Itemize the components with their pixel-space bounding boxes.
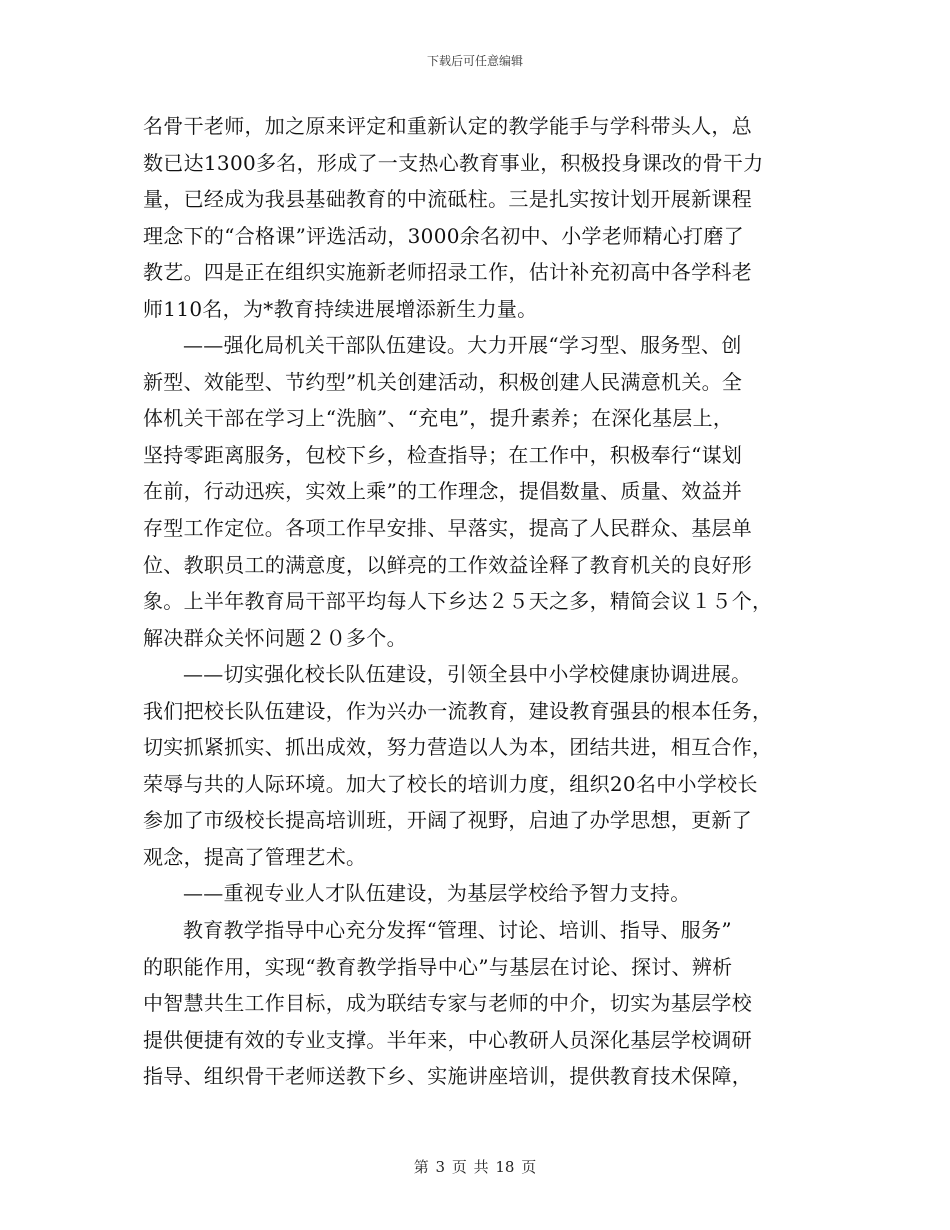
text-line: 师110名，为*教育持续进展增添新生力量。	[143, 296, 538, 321]
text-line: ——切实强化校长队伍建设，引领全县中小学校健康协调进展。	[183, 662, 752, 687]
text-line: 新型、效能型、节约型”机关创建活动，积极创建人民满意机关。全	[143, 369, 743, 394]
text-line: 在前，行动迅疾，实效上乘”的工作理念，提倡数量、质量、效益并	[143, 479, 743, 504]
text-line: 坚持零距离服务，包校下乡，检查指导；在工作中，积极奉行“谋划	[143, 442, 743, 467]
text-line: 参加了市级校长提高培训班，开阔了视野，启迪了办学思想，更新了	[143, 808, 752, 833]
text-line: 中智慧共生工作目标，成为联结专家与老师的中介，切实为基层学校	[143, 991, 752, 1016]
text-line: 教育教学指导中心充分发挥“管理、讨论、培训、指导、服务”	[183, 918, 732, 943]
text-line: 教艺。四是正在组织实施新老师招录工作，估计补充初高中各学科老	[143, 260, 752, 285]
text-line: 位、教职员工的满意度，以鲜亮的工作效益诠释了教育机关的良好形	[143, 552, 752, 577]
text-line: 的职能作用，实现“教育教学指导中心”与基层在讨论、探讨、辨析	[143, 954, 733, 979]
text-line: 数已达1300多名，形成了一支热心教育事业，积极投身课改的骨干力	[143, 150, 764, 175]
text-line: 量，已经成为我县基础教育的中流砥柱。三是扎实按计划开展新课程	[143, 187, 752, 212]
text-line: 象。上半年教育局干部平均每人下乡达２５天之多，精简会议１５个，	[143, 589, 773, 614]
text-line: 观念，提高了管理艺术。	[143, 844, 367, 869]
text-line: ——强化局机关干部队伍建设。大力开展“学习型、服务型、创	[183, 333, 742, 358]
text-line: 我们把校长队伍建设，作为兴办一流教育，建设教育强县的根本任务，	[143, 698, 773, 723]
text-line: 理念下的“合格课”评选活动，3000余名初中、小学老师精心打磨了	[143, 223, 744, 248]
text-line: 存型工作定位。各项工作早安排、早落实，提高了人民群众、基层单	[143, 516, 752, 541]
text-line: ——重视专业人才队伍建设，为基层学校给予智力支持。	[183, 881, 691, 906]
text-line: 体机关干部在学习上“洗脑”、“充电”，提升素养；在深化基层上，	[143, 406, 734, 431]
text-line: 解决群众关怀问题２０多个。	[143, 625, 407, 650]
text-line: 切实抓紧抓实、抓出成效，努力营造以人为本，团结共进，相互合作，	[143, 735, 773, 760]
text-line: 指导、组织骨干老师送教下乡、实施讲座培训，提供教育技术保障，	[143, 1064, 752, 1089]
text-line: 提供便捷有效的专业支撑。半年来，中心教研人员深化基层学校调研	[143, 1027, 752, 1052]
page-footer: 第 3 页 共 18 页	[413, 1158, 537, 1176]
text-line: 荣辱与共的人际环境。加大了校长的培训力度，组织20名中小学校长	[143, 771, 758, 796]
text-line: 名骨干老师，加之原来评定和重新认定的教学能手与学科带头人，总	[143, 114, 752, 138]
document-body	[143, 108, 808, 1095]
page-header: 下载后可任意编辑	[426, 54, 523, 68]
